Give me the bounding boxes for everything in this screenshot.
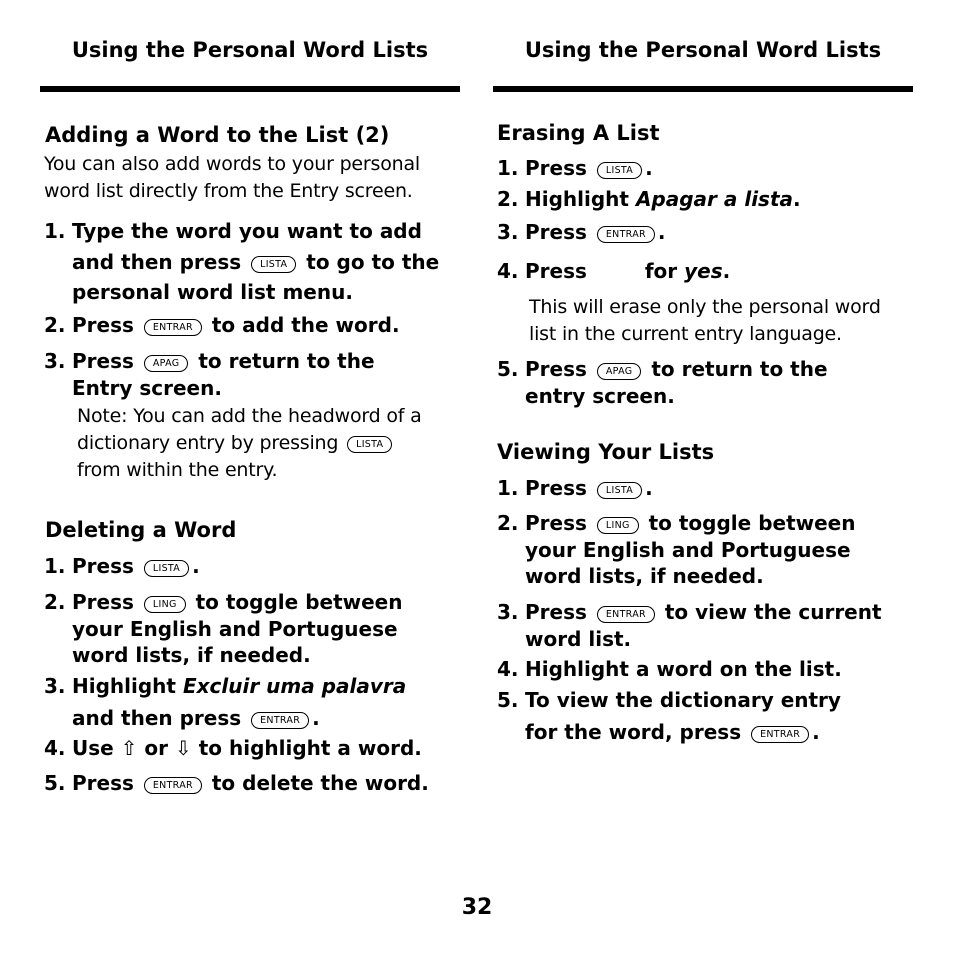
lista-key-icon: LISTA: [251, 256, 296, 273]
up-arrow-icon: ⇧: [120, 736, 138, 760]
step-text: .: [793, 187, 801, 211]
step-text: Press: [72, 771, 134, 795]
step-text: .: [645, 476, 653, 500]
deleting-step-3: [40, 673, 460, 736]
step-text: and then press: [72, 249, 242, 274]
step-text: word lists, if needed.: [525, 564, 764, 588]
adding-intro: [44, 151, 464, 205]
step-text: or: [144, 736, 169, 760]
entrar-key-icon: ENTRAR: [597, 226, 655, 243]
step-number: 3.: [497, 220, 519, 244]
step-text: Press: [525, 357, 587, 381]
step-text: Press: [525, 220, 587, 244]
lista-key-icon: LISTA: [597, 482, 642, 499]
step-number: 4.: [497, 259, 519, 283]
entrar-key-icon: ENTRAR: [144, 319, 202, 336]
step-text: personal word list menu.: [72, 279, 353, 304]
step-text: to return to the: [198, 349, 375, 373]
deleting-step-1: [40, 553, 460, 580]
step-text: to toggle between: [195, 590, 403, 614]
step-text: .: [812, 719, 820, 744]
step-text: to view the current: [664, 600, 882, 624]
step-number: 3.: [44, 349, 66, 373]
step-text: for the word, press: [525, 719, 742, 744]
adding-intro-line2: word list directly from the Entry screen.: [44, 180, 413, 202]
step-number: 1.: [44, 554, 66, 578]
step-text: Type the word you want to add: [72, 219, 422, 243]
step-text: and then press: [72, 705, 242, 730]
step-text: for: [644, 259, 678, 283]
deleting-step-4: [40, 735, 460, 762]
apag-key-icon: APAG: [144, 355, 189, 372]
step-italic-text: Apagar a lista: [635, 187, 794, 211]
adding-step-1: [40, 218, 460, 305]
step-text: to delete the word.: [211, 771, 429, 795]
step-text: word list.: [525, 626, 632, 651]
lista-key-icon: LISTA: [597, 162, 642, 179]
left-header-rule: [40, 86, 460, 92]
step-text: Press: [525, 259, 587, 283]
step-text: .: [645, 156, 653, 180]
step-text: to go to the: [306, 249, 440, 274]
step-text: your English and Portuguese: [525, 537, 851, 562]
viewing-heading: Viewing Your Lists: [497, 440, 715, 464]
step-number: 5.: [497, 357, 519, 381]
viewing-step-1: [493, 475, 913, 502]
note-line: list in the current entry language.: [529, 323, 842, 345]
lista-key-icon: LISTA: [144, 560, 189, 577]
viewing-step-2: [493, 510, 913, 590]
step-text: entry screen.: [525, 383, 675, 408]
erasing-heading: Erasing A List: [497, 121, 660, 145]
step-number: 2.: [497, 187, 519, 211]
step-text: Press: [72, 554, 134, 578]
step-italic-text: Excluir uma palavra: [182, 674, 407, 698]
step-text: Press: [72, 313, 134, 337]
apag-key-icon: APAG: [597, 363, 642, 380]
viewing-step-5: [493, 687, 913, 750]
step-text: word lists, if needed.: [72, 643, 311, 667]
note-line: from within the entry.: [77, 459, 278, 481]
adding-step-2: [40, 312, 460, 339]
step-text: .: [312, 705, 320, 730]
ling-key-icon: LING: [144, 596, 186, 613]
erasing-step-5: [493, 356, 913, 409]
step-number: 1.: [497, 156, 519, 180]
deleting-step-5: [40, 770, 460, 797]
step-number: 3.: [497, 600, 519, 624]
entrar-key-icon: ENTRAR: [597, 606, 655, 623]
step-text: To view the dictionary entry: [525, 688, 841, 712]
erasing-step-1: [493, 155, 913, 182]
right-header: Using the Personal Word Lists: [524, 38, 882, 62]
entrar-key-icon: ENTRAR: [144, 777, 202, 794]
erasing-step-4: [493, 258, 913, 285]
adding-step-3: [40, 348, 460, 401]
step-number: 2.: [497, 511, 519, 535]
step-number: 3.: [44, 674, 66, 698]
step-text: .: [722, 259, 731, 283]
lista-key-icon: LISTA: [347, 436, 392, 453]
note-line: This will erase only the personal word: [529, 296, 881, 318]
note-line: dictionary entry by pressing: [77, 432, 339, 454]
deleting-heading: Deleting a Word: [45, 518, 237, 542]
erasing-step-2: [493, 186, 913, 213]
step-text: to highlight a word.: [198, 736, 422, 760]
entrar-key-icon: ENTRAR: [751, 726, 809, 743]
step-text: Use: [72, 736, 114, 760]
step-number: 5.: [44, 771, 66, 795]
ling-key-icon: LING: [597, 517, 639, 534]
adding-intro-line1: You can also add words to your personal: [44, 153, 421, 175]
step-text: Highlight: [72, 674, 176, 698]
step-text: Press: [525, 476, 587, 500]
step-number: 5.: [497, 688, 519, 712]
step-number: 4.: [497, 657, 519, 681]
viewing-step-3: [493, 599, 913, 652]
step-number: 2.: [44, 590, 66, 614]
step-text: Press: [72, 349, 134, 373]
adding-note: [77, 403, 472, 484]
step-text: Press: [72, 590, 134, 614]
viewing-step-4: [493, 656, 913, 683]
step-text: to return to the: [651, 357, 828, 381]
erasing-step-3: [493, 219, 913, 246]
adding-heading: Adding a Word to the List (2): [45, 123, 390, 147]
step-number: 1.: [497, 476, 519, 500]
step-italic-text: yes: [684, 259, 723, 283]
step-text: Press: [525, 511, 587, 535]
entrar-key-icon: ENTRAR: [251, 712, 309, 729]
step-text: your English and Portuguese: [72, 616, 398, 641]
right-header-rule: [493, 86, 913, 92]
step-text: Press: [525, 156, 587, 180]
step-text: to toggle between: [648, 511, 856, 535]
step-text: to add the word.: [211, 313, 400, 337]
step-text: Highlight a word on the list.: [525, 657, 842, 681]
note-line: Note: You can add the headword of a: [77, 405, 422, 427]
erasing-note: [529, 294, 924, 348]
step-text: .: [192, 554, 200, 578]
step-text: Press: [525, 600, 587, 624]
step-number: 1.: [44, 219, 66, 243]
page-number: 32: [461, 895, 493, 920]
step-text: Highlight: [525, 187, 629, 211]
step-number: 4.: [44, 736, 66, 760]
down-arrow-icon: ⇩: [175, 736, 192, 760]
step-text: Entry screen.: [72, 375, 222, 400]
step-number: 2.: [44, 313, 66, 337]
step-text: .: [657, 220, 666, 244]
deleting-step-2: [40, 589, 460, 669]
left-header: Using the Personal Word Lists: [71, 38, 429, 62]
